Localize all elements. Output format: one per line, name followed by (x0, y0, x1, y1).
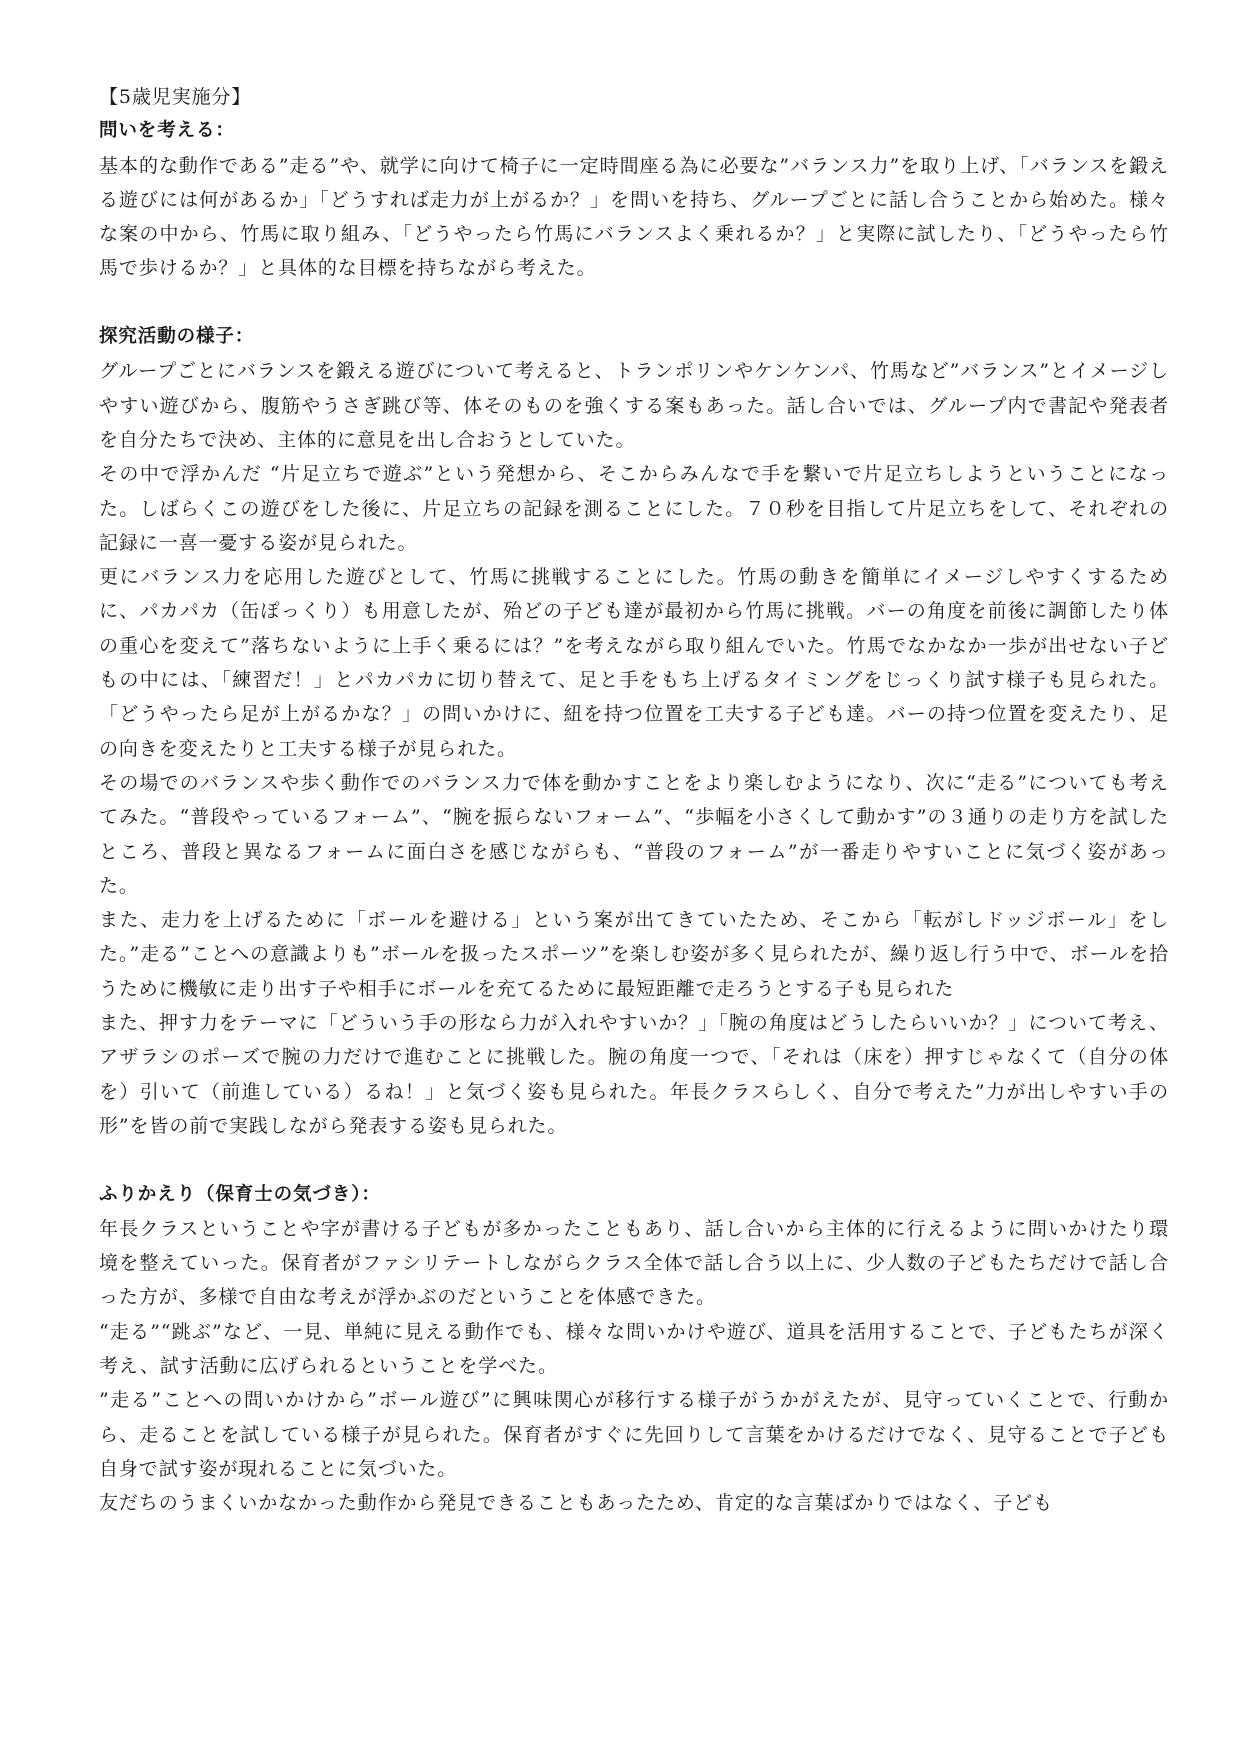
section-reflection (99, 1178, 1169, 1521)
paragraph: その中で浮かんだ “片足立ちで遊ぶ”という発想から、そこからみんなで手を繋いで片足立ちしようということになった。しばらくこの遊びをした後に、片足立ちの記録を測ることにした。７０秒を目指して片足立ちをして、それぞれの記録に一喜一憂する姿が見られた。 (99, 463, 1169, 554)
section-spacer (99, 1143, 1169, 1177)
section-spacer (99, 286, 1169, 320)
paragraph: 年長クラスということや字が書ける子どもが多かったこともあり、話し合いから主体的に行えるように問いかけたり環境を整えていった。保育者がファシリテートしながらクラス全体で話し合う以上に、少人数の子どもたちだけで話し合った方が、多様で自由な考えが浮かぶのだということを体感できた。 (99, 1217, 1169, 1309)
paragraph: “走る”“跳ぶ”など、一見、単純に見える動作でも、様々な問いかけや遊び、道具を活用することで、子どもたちが深く考え、試す活動に広げられるということを学べた。 (99, 1320, 1169, 1377)
section-questions (99, 114, 1169, 285)
document-label: 【5歳児実施分】 (99, 86, 252, 108)
paragraph: 友だちのうまくいかなかった動作から発見できることもあったため、肯定的な言葉ばかりではなく、子ども (99, 1492, 1053, 1515)
document-body (99, 80, 1169, 1520)
section-heading: ふりかえり（保育士の気づき）： (99, 1183, 381, 1205)
section-heading: 探究活動の様子： (99, 326, 255, 348)
paragraph: 基本的な動作である”走る”や、就学に向けて椅子に一定時間座る為に必要な”バランス力”を取り上げ、「バランスを鍛える遊びには何があるか」「どうすれば走力が上がるか？」を問いを持ち、グループごとに話し合うことから始めた。様々な案の中から、竹馬に取り組み、「どうやったら竹馬にバランスよく乗れるか？」と実際に試したり、「どうやったら竹馬で歩けるか？」と具体的な目標を持ちながら考えた。 (99, 154, 1169, 280)
paragraph: また、走力を上げるために「ボールを避ける」という案が出てきていたため、そこから「転がしドッジボール」をした。”走る”ことへの意識よりも”ボールを扱ったスポーツ”を楽しむ姿が多く見られたが、繰り返し行う中で、ボールを拾うために機敏に走り出す子や相手にボールを充てるために最短距離で走ろうとする子も見られた (99, 909, 1169, 1000)
paragraph: グループごとにバランスを鍛える遊びについて考えると、トランポリンやケンケンパ、竹馬など”バランス”とイメージしやすい遊びから、腹筋やうさぎ跳び等、体そのものを強くする案もあった。話し合いでは、グループ内で書記や発表者を自分たちで決め、主体的に意見を出し合おうとしていた。 (99, 360, 1169, 451)
paragraph: ”走る”ことへの問いかけから”ボール遊び”に興味関心が移行する様子がうかがえたが、見守っていくことで、行動から、走ることを試している様子が見られた。保育者がすぐに先回りして言葉をかけるだけでなく、見守ることで子ども自身で試す姿が現れることに気づいた。 (99, 1389, 1169, 1480)
paragraph: また、押す力をテーマに「どういう手の形なら力が入れやすいか？」「腕の角度はどうしたらいいか？」について考え、アザラシのポーズで腕の力だけで進むことに挑戦した。腕の角度一つで、「それは（床を）押すじゃなくて（自分の体を）引いて（前進している）るね！」と気づく姿も見られた。年長クラスらしく、自分で考えた”力が出しやすい手の形”を皆の前で実践しながら発表する姿も見られた。 (99, 1012, 1169, 1137)
paragraph: 更にバランス力を応用した遊びとして、竹馬に挑戦することにした。竹馬の動きを簡単にイメージしやすくするために、パカパカ（缶ぽっくり）も用意したが、殆どの子ども達が最初から竹馬に挑戦。バーの角度を前後に調節したり体の重心を変えて”落ちないように上手く乗るには？”を考えながら取り組んでいた。竹馬でなかなか一歩が出せない子どもの中には、「練習だ！」とパカパカに切り替えて、足と手をもち上げるタイミングをじっくり試す様子も見られた。「どうやったら足が上がるかな？」の問いかけに、紐を持つ位置を工夫する子ども達。バーの持つ位置を変えたり、足の向きを変えたりと工夫する様子が見られた。 (99, 566, 1169, 760)
section-inquiry-activities (99, 320, 1169, 1143)
paragraph: その場でのバランスや歩く動作でのバランス力で体を動かすことをより楽しむようになり、次に“走る”についても考えてみた。“普段やっているフォーム”、“腕を振らないフォーム”、“歩幅を小さくして動かす”の３通りの走り方を試したところ、普段と異なるフォームに面白さを感じながらも、“普段のフォーム”が一番走りやすいことに気づく姿があった。 (99, 771, 1169, 897)
section-heading: 問いを考える： (99, 120, 235, 142)
